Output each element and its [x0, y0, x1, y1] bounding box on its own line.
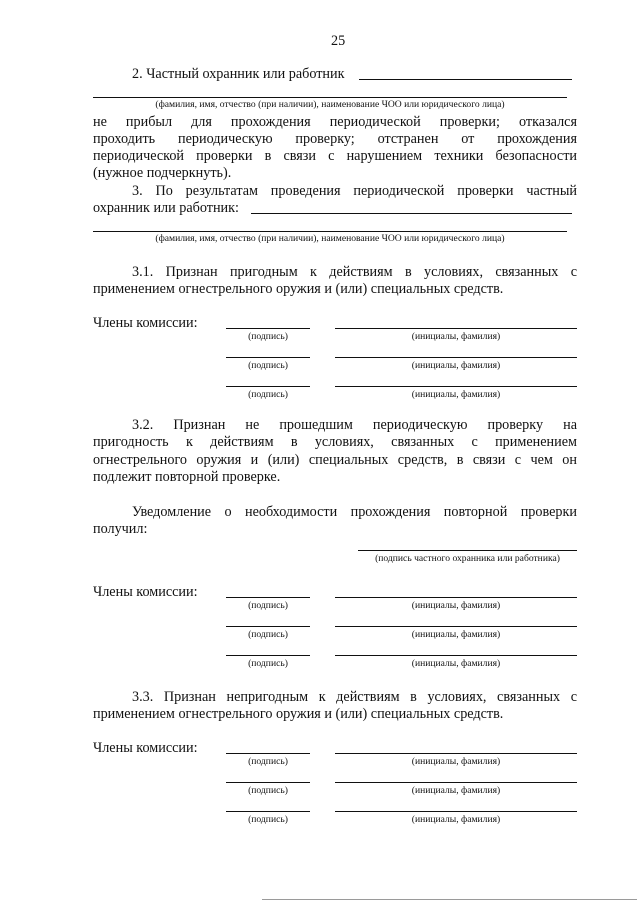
initials-line	[335, 386, 577, 387]
signature-line	[226, 328, 310, 329]
notice-signature-line	[358, 550, 577, 551]
section3-2-line-1: 3.2. Признан не прошедшим периодическую проверку на	[132, 417, 577, 433]
section3-name-field	[251, 213, 572, 214]
signature-caption: (подпись)	[248, 629, 288, 640]
initials-caption: (инициалы, фамилия)	[411, 814, 501, 825]
signature-caption: (подпись)	[248, 814, 288, 825]
commission-label-2: Члены комиссии:	[93, 584, 198, 600]
section3-2-line-2: пригодность к действиям в условиях, связанных с применением	[93, 434, 577, 450]
section3-3-line-1: 3.3. Признан непригодным к действиям в условиях, связанных с	[132, 689, 577, 705]
signature-line	[226, 811, 310, 812]
section3-2-line-3: огнестрельного оружия и (или) специальных средств, в связи с чем он	[93, 452, 577, 468]
notice-line-2: получил:	[93, 521, 148, 537]
section2-caption: (фамилия, имя, отчество (при наличии), наименование ЧОО или юридического лица)	[155, 99, 505, 110]
section3-line-2: охранник или работник:	[93, 200, 239, 216]
signature-caption: (подпись)	[248, 360, 288, 371]
initials-caption: (инициалы, фамилия)	[411, 360, 501, 371]
initials-caption: (инициалы, фамилия)	[411, 785, 501, 796]
signature-line	[226, 357, 310, 358]
signature-line	[226, 626, 310, 627]
initials-line	[335, 811, 577, 812]
signature-caption: (подпись)	[248, 331, 288, 342]
initials-caption: (инициалы, фамилия)	[411, 658, 501, 669]
commission-label-3: Члены комиссии:	[93, 740, 198, 756]
signature-line	[226, 655, 310, 656]
signature-caption: (подпись)	[248, 600, 288, 611]
signature-caption: (подпись)	[248, 389, 288, 400]
section2-body-line-2: проходить периодическую проверку; отстранен от прохождения	[93, 131, 577, 147]
notice-signature-caption: (подпись частного охранника или работника)	[375, 553, 560, 564]
signature-line	[226, 782, 310, 783]
initials-caption: (инициалы, фамилия)	[411, 629, 501, 640]
section2-name-field	[359, 79, 572, 80]
signature-caption: (подпись)	[248, 756, 288, 767]
section3-2-line-4: подлежит повторной проверке.	[93, 469, 281, 485]
signature-line	[226, 597, 310, 598]
section2-body-line-4: (нужное подчеркнуть).	[93, 165, 232, 181]
initials-line	[335, 753, 577, 754]
section2-label: 2. Частный охранник или работник	[132, 66, 345, 82]
commission-label-1: Члены комиссии:	[93, 315, 198, 331]
initials-line	[335, 626, 577, 627]
section3-3-line-2: применением огнестрельного оружия и (или) специальных средств.	[93, 706, 504, 722]
signature-caption: (подпись)	[248, 658, 288, 669]
initials-line	[335, 782, 577, 783]
initials-caption: (инициалы, фамилия)	[411, 600, 501, 611]
page-number: 25	[331, 33, 346, 49]
scan-edge-line	[262, 899, 637, 900]
signature-line	[226, 753, 310, 754]
section3-line-1: 3. По результатам проведения периодической проверки частный	[132, 183, 577, 199]
initials-caption: (инициалы, фамилия)	[411, 331, 501, 342]
section3-caption: (фамилия, имя, отчество (при наличии), наименование ЧОО или юридического лица)	[155, 233, 505, 244]
initials-line	[335, 328, 577, 329]
section2-body-line-1: не прибыл для прохождения периодической проверки; отказался	[93, 114, 577, 130]
section2-body-line-3: периодической проверки в связи с нарушением техники безопасности	[93, 148, 577, 164]
signature-line	[226, 386, 310, 387]
initials-line	[335, 655, 577, 656]
section3-1-line-2: применением огнестрельного оружия и (или) специальных средств.	[93, 281, 504, 297]
section3-fullwidth-line	[93, 231, 567, 232]
section3-1-line-1: 3.1. Признан пригодным к действиям в условиях, связанных с	[132, 264, 577, 280]
initials-line	[335, 597, 577, 598]
initials-caption: (инициалы, фамилия)	[411, 389, 501, 400]
section2-fullwidth-line	[93, 97, 567, 98]
initials-line	[335, 357, 577, 358]
signature-caption: (подпись)	[248, 785, 288, 796]
notice-line-1: Уведомление о необходимости прохождения повторной проверки	[132, 504, 577, 520]
initials-caption: (инициалы, фамилия)	[411, 756, 501, 767]
